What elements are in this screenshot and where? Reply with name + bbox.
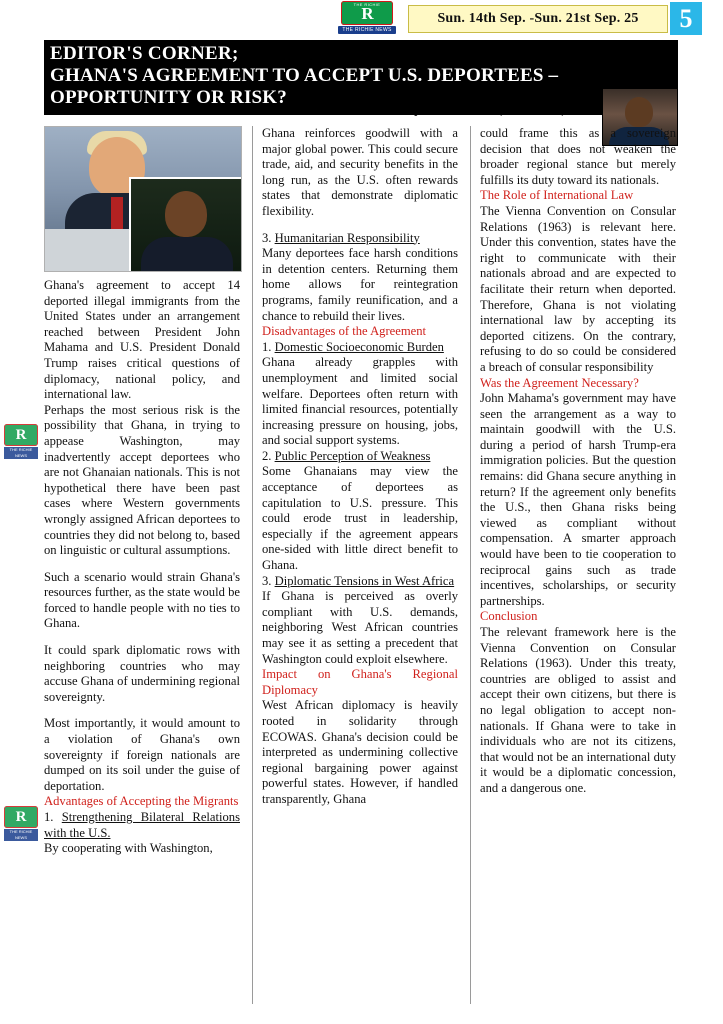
- headline-line-2: OPPORTUNITY OR RISK?: [50, 87, 287, 108]
- mahama-suit-shape: [141, 237, 233, 271]
- c2-dis-3: [262, 574, 458, 590]
- watermark-logo-2: [0, 800, 44, 842]
- section-kicker: EDITOR'S CORNER;: [50, 43, 239, 64]
- c2-dis-3-title: Diplomatic Tensions in West Africa: [274, 573, 455, 588]
- lead-photo: [44, 126, 242, 272]
- c2-dis-2-title: Public Perception of Weakness: [274, 448, 431, 463]
- watermark-caption-2: THE RICHIE NEWS: [4, 829, 38, 841]
- column-divider-1: [252, 126, 253, 1004]
- trump-tie-shape: [111, 197, 123, 229]
- c2-dis-1-body: Ghana already grapples with unemployment and limited social welfare. Deportees often return with limited financial resources, potentially increasing pressure on housing, jobs, and social support systems.: [262, 355, 458, 448]
- publication-logo: [332, 1, 402, 37]
- c2-item-3: [262, 231, 458, 247]
- page-number: 5: [670, 2, 702, 35]
- logo-top-text: THE RICHIE: [353, 2, 381, 7]
- c3-conclusion-body: The relevant framework here is the Vienna Convention on Consular Relations (1963). Under this treaty, countries are obliged to assist and accept their own citizens, but there is no legal obligation to accept non-nationals. If Ghana were to take in individuals who are not its citizens, that would not be an international duty it would be a diplomatic concession, and a dangerous one.: [480, 625, 676, 795]
- article-columns: [44, 126, 680, 1006]
- c1-item-1-number: 1.: [44, 810, 62, 824]
- column-2: [262, 126, 458, 808]
- c1-paragraph-3: Such a scenario would strain Ghana's resources further, as the state would be forced to handle people with no ties to Ghana.: [44, 569, 240, 631]
- c2-dis-1-title: Domestic Socioeconomic Burden: [274, 339, 444, 354]
- logo-caption: THE RICHIE NEWS: [338, 26, 395, 34]
- c1-paragraph-4: It could spark diplomatic rows with neighboring countries who may accuse Ghana of undermining regional sovereignty.: [44, 643, 240, 704]
- c1-item-1: [44, 810, 240, 841]
- c2-dis-2-body: Some Ghanaians may view the acceptance of deportees as capitulation to U.S. pressure. This could erode trust in leadership, especially if the agreement appears one-sided with little direct benefit to Ghana.: [262, 464, 458, 573]
- c1-item-1-title: Strengthening Bilateral Relations with the U.S.: [44, 810, 240, 840]
- c2-paragraph-1: Ghana reinforces goodwill with a major global power. This could secure trade, aid, and security benefits in the long run, as the U.S. often rewards states that demonstrate diplomatic flexibility.: [262, 126, 458, 218]
- c3-subheading-international-law: The Role of International Law: [480, 188, 634, 203]
- byline: By-Kofi Marfo (Sir Richie): [404, 102, 566, 117]
- c1-paragraph-5: Most importantly, it would amount to a violation of Ghana's own sovereignty if foreign nationals are dumped on its soil under the guise of deportation.: [44, 716, 240, 793]
- c2-dis-2-number: 2.: [262, 448, 275, 463]
- byline-bar: [44, 100, 678, 124]
- masthead: [0, 0, 723, 40]
- watermark-letter-2: R: [15, 808, 27, 825]
- mahama-head-shape: [165, 191, 207, 237]
- headline-line-1: GHANA'S AGREEMENT TO ACCEPT U.S. DEPORTEES –: [50, 65, 559, 86]
- logo-r-icon: [341, 1, 393, 25]
- logo-letter: R: [361, 3, 373, 23]
- c2-subheading-disadvantages: Disadvantages of the Agreement: [262, 324, 427, 339]
- c1-spacer-1: [44, 559, 240, 570]
- c2-subheading-impact: Impact on Ghana's Regional Diplomacy: [262, 667, 458, 697]
- c3-paragraph-1: could frame this as a sovereign decision that does not weaken the broader regional stance but merely fulfills its duty toward its nationals.: [480, 126, 676, 187]
- watermark-logo-box-2: [4, 806, 38, 828]
- c2-dis-1: [262, 340, 458, 356]
- c2-item-3-body: Many deportees face harsh conditions in detention centers. Returning them home allows for reintegration programs, family reunification, and a chance to rebuild their lives.: [262, 246, 458, 323]
- c1-paragraph-2: Perhaps the most serious risk is the possibility that Ghana, in trying to appease Washington, may inadvertently accept deportees who are not Ghanaian nationals. This is not hypothetical there have been past cases where Western governments wrongly assigned African deportees to countries they did not belong to, based on linguistic or cultural assumptions.: [44, 402, 240, 558]
- c2-item-3-title: Humanitarian Responsibility: [274, 230, 420, 245]
- column-3: [480, 126, 676, 797]
- author-face-shape: [625, 97, 653, 127]
- c2-dis-1-number: 1.: [262, 339, 275, 354]
- c2-item-3-number: 3.: [262, 230, 275, 245]
- watermark-logo-1: [0, 418, 44, 460]
- watermark-logo-box-1: [4, 424, 38, 446]
- c1-item-1-body: By cooperating with Washington,: [44, 841, 213, 856]
- c2-impact-body: West African diplomacy is heavily rooted in solidarity through ECOWAS. Ghana's decision could be interpreted as undermining collective regional bargaining power against powerful states. However, if handled transparently, Ghana: [262, 698, 458, 806]
- c1-spacer-2: [44, 632, 240, 643]
- issue-date-banner: Sun. 14th Sep. -Sun. 21st Sep. 25: [408, 5, 668, 33]
- c1-paragraph-1: Ghana's agreement to accept 14 deported illegal immigrants from the United States under an arrangement reached between President John Mahama and U.S. President Donald Trump raises critical questions of diplomacy, national policy, and international law.: [44, 278, 240, 402]
- c2-dis-3-number: 3.: [262, 573, 275, 588]
- c3-necessary-body: John Mahama's government may have seen the arrangement as a way to maintain goodwill with the U.S. during a period of harsh Trump-era immigration policies. But the question remains: did Ghana secure anything in return? If the agreement only benefits the U.S., then Ghana risks being viewed as compliant without compensation. A smarter approach would have been to tie cooperation to reciprocal gains such as trade incentives, scholarships, or security partnerships.: [480, 391, 676, 608]
- c3-subheading-conclusion: Conclusion: [480, 609, 538, 624]
- watermark-caption-1: THE RICHIE NEWS: [4, 447, 38, 459]
- mahama-photo: [129, 177, 241, 271]
- page-footer: [0, 1010, 723, 1024]
- c2-dis-3-body: If Ghana is perceived as overly compliant with U.S. demands, neighboring West African countries may see it as setting a precedent that Washington could exploit elsewhere.: [262, 589, 458, 666]
- c3-subheading-was-necessary: Was the Agreement Necessary?: [480, 375, 639, 390]
- c1-spacer-3: [44, 705, 240, 716]
- c3-law-body: The Vienna Convention on Consular Relations (1963) is relevant here. Under this convention, states have the right to communicate with their nationals abroad and are expected to facilitate their return when deported. Therefore, Ghana is not violating international law by accepting its deported citizens. On the contrary, refusing to do so could be considered a breach of consular responsibility: [480, 203, 676, 374]
- c2-spacer-1: [262, 220, 458, 231]
- column-1: [44, 126, 240, 857]
- column-divider-2: [470, 126, 471, 1004]
- c2-dis-2: [262, 449, 458, 465]
- c1-subheading-advantages: Advantages of Accepting the Migrants: [44, 794, 239, 809]
- watermark-letter-1: R: [15, 426, 27, 443]
